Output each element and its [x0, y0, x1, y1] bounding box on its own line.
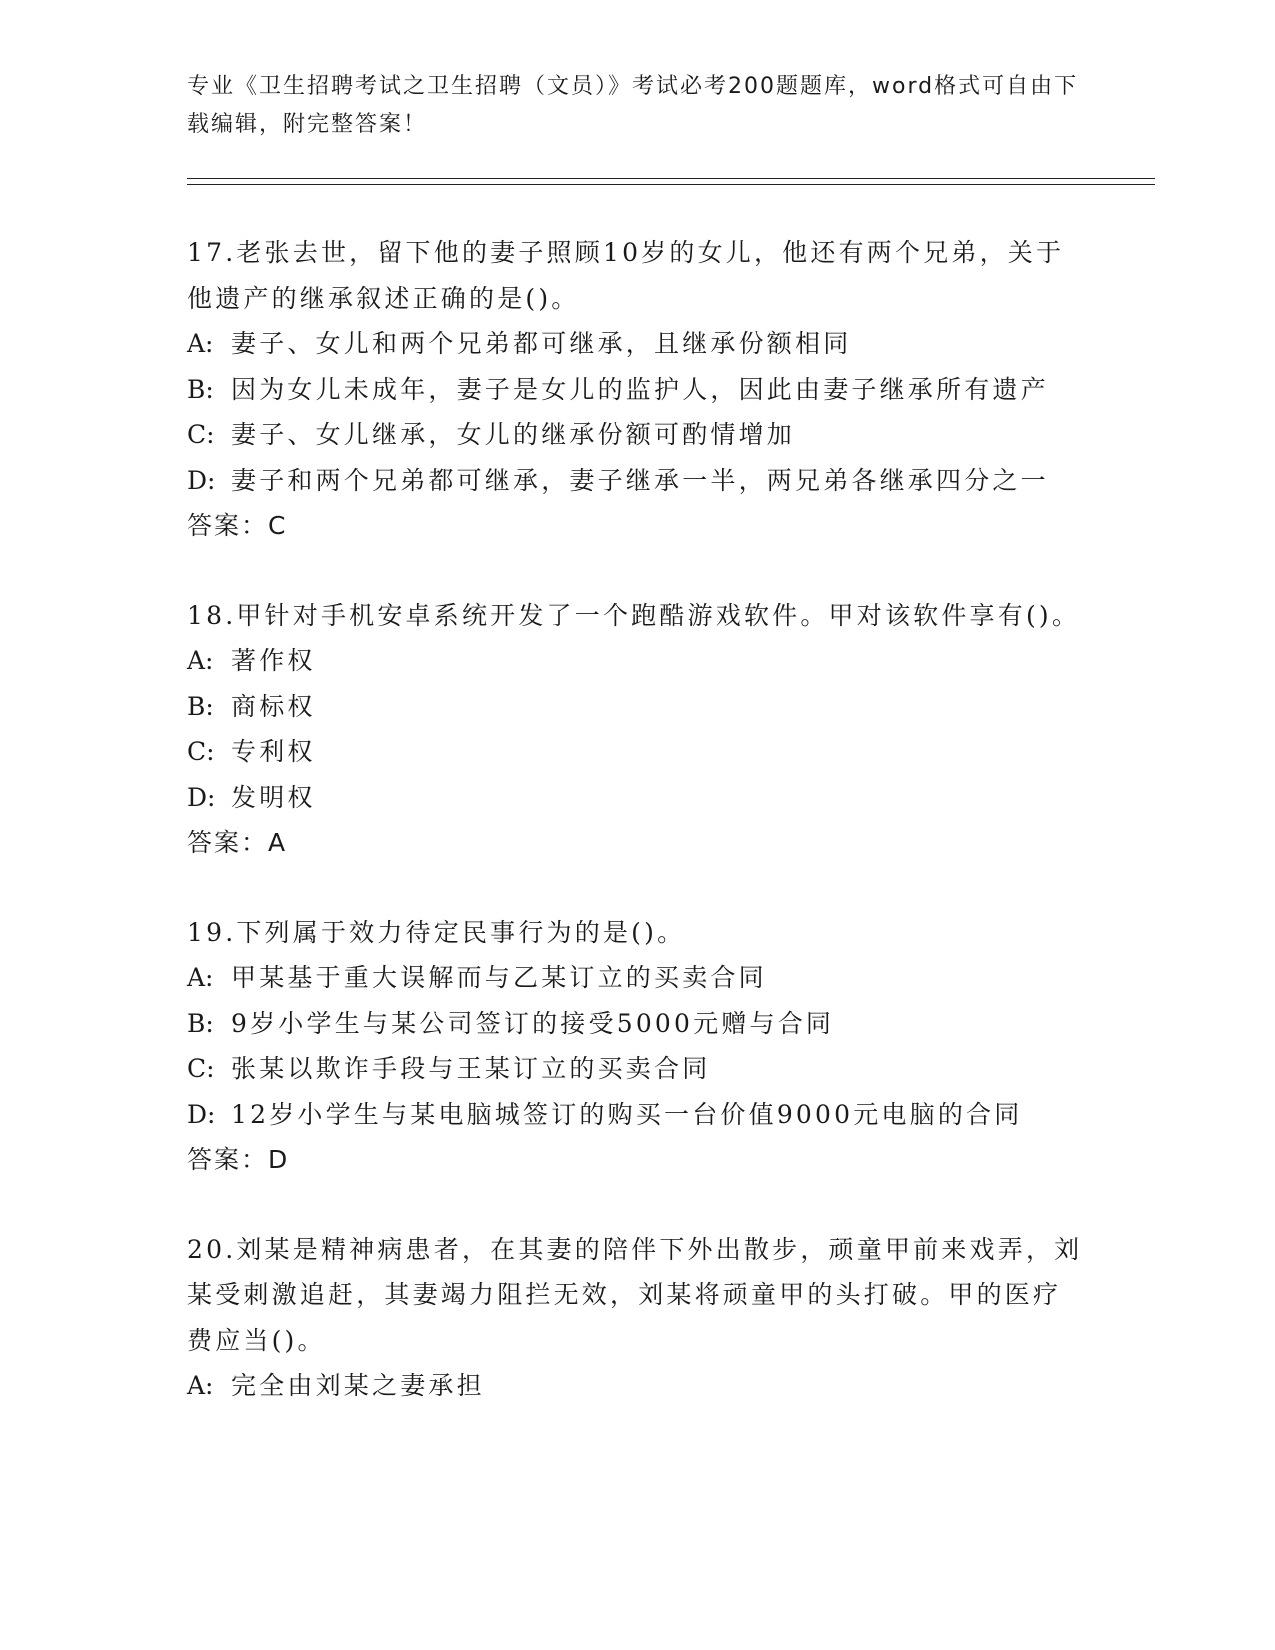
- option-text: 甲某基于重大误解而与乙某订立的买卖合同: [231, 963, 767, 992]
- option-letter: D:: [187, 782, 216, 812]
- question-19: [187, 910, 1087, 1183]
- option-text: 商标权: [231, 691, 316, 721]
- option-letter: B:: [187, 374, 214, 404]
- option-text: 妻子、女儿继承，女儿的继承份额可酌情增加: [231, 420, 796, 449]
- question-stem: 18.甲针对手机安卓系统开发了一个跑酷游戏软件。甲对该软件享有()。: [187, 600, 1081, 630]
- option-b: [187, 1001, 1087, 1047]
- option-letter: A:: [187, 646, 214, 675]
- option-text: 妻子和两个兄弟都可继承，妻子继承一半，两兄弟各继承四分之一: [231, 465, 1049, 495]
- option-letter: A:: [187, 1371, 214, 1400]
- option-text: 因为女儿未成年，妻子是女儿的监护人，因此由妻子继承所有遗产: [231, 374, 1049, 404]
- question-17: [187, 230, 1087, 549]
- option-text: 完全由刘某之妻承担: [231, 1371, 485, 1400]
- option-b: [187, 684, 1087, 730]
- header-divider-bottom: [187, 184, 1155, 185]
- question-20: [187, 1227, 1087, 1409]
- question-stem: 17.老张去世，留下他的妻子照顾10岁的女儿，他还有两个兄弟，关于他遗产的继承叙述正确的是()。: [187, 238, 1065, 313]
- header-divider-top: [187, 178, 1155, 179]
- answer-line: 答案：D: [187, 1145, 290, 1174]
- option-d: [187, 458, 1087, 504]
- option-c: [187, 729, 1087, 775]
- option-text: 12岁小学生与某电脑城签订的购买一台价值9000元电脑的合同: [231, 1099, 1023, 1129]
- option-b: [187, 367, 1087, 413]
- option-text: 张某以欺诈手段与王某订立的买卖合同: [231, 1054, 711, 1083]
- option-text: 妻子、女儿和两个兄弟都可继承，且继承份额相同: [231, 329, 852, 358]
- option-a: [187, 321, 1087, 367]
- question-18: [187, 593, 1087, 866]
- option-letter: A:: [187, 963, 214, 992]
- option-text: 著作权: [231, 646, 316, 675]
- option-a: [187, 638, 1087, 684]
- option-a: [187, 1363, 1087, 1409]
- option-text: 发明权: [231, 782, 316, 812]
- option-letter: C:: [187, 1054, 215, 1083]
- option-text: 专利权: [231, 737, 316, 766]
- option-c: [187, 1046, 1087, 1092]
- option-letter: A:: [187, 329, 214, 358]
- question-list: [187, 230, 1087, 1453]
- option-letter: D:: [187, 1099, 216, 1129]
- option-c: [187, 412, 1087, 458]
- option-letter: B:: [187, 1008, 214, 1038]
- option-letter: C:: [187, 420, 215, 449]
- answer-line: 答案：A: [187, 828, 288, 857]
- option-text: 9岁小学生与某公司签订的接受5000元赠与合同: [231, 1008, 835, 1038]
- question-stem: 19.下列属于效力待定民事行为的是()。: [187, 917, 686, 947]
- option-d: [187, 775, 1087, 821]
- option-a: [187, 955, 1087, 1001]
- answer-line: 答案：C: [187, 511, 288, 540]
- option-letter: C:: [187, 737, 215, 766]
- question-stem: 20.刘某是精神病患者，在其妻的陪伴下外出散步，顽童甲前来戏弄，刘某受刺激追赶，其妻竭力阻拦无效，刘某将顽童甲的头打破。甲的医疗费应当()。: [187, 1234, 1083, 1355]
- option-letter: D:: [187, 465, 216, 495]
- option-letter: B:: [187, 691, 214, 721]
- document-header: 专业《卫生招聘考试之卫生招聘（文员）》考试必考200题题库，word格式可自由下载编辑，附完整答案！: [187, 74, 1079, 137]
- option-d: [187, 1092, 1087, 1138]
